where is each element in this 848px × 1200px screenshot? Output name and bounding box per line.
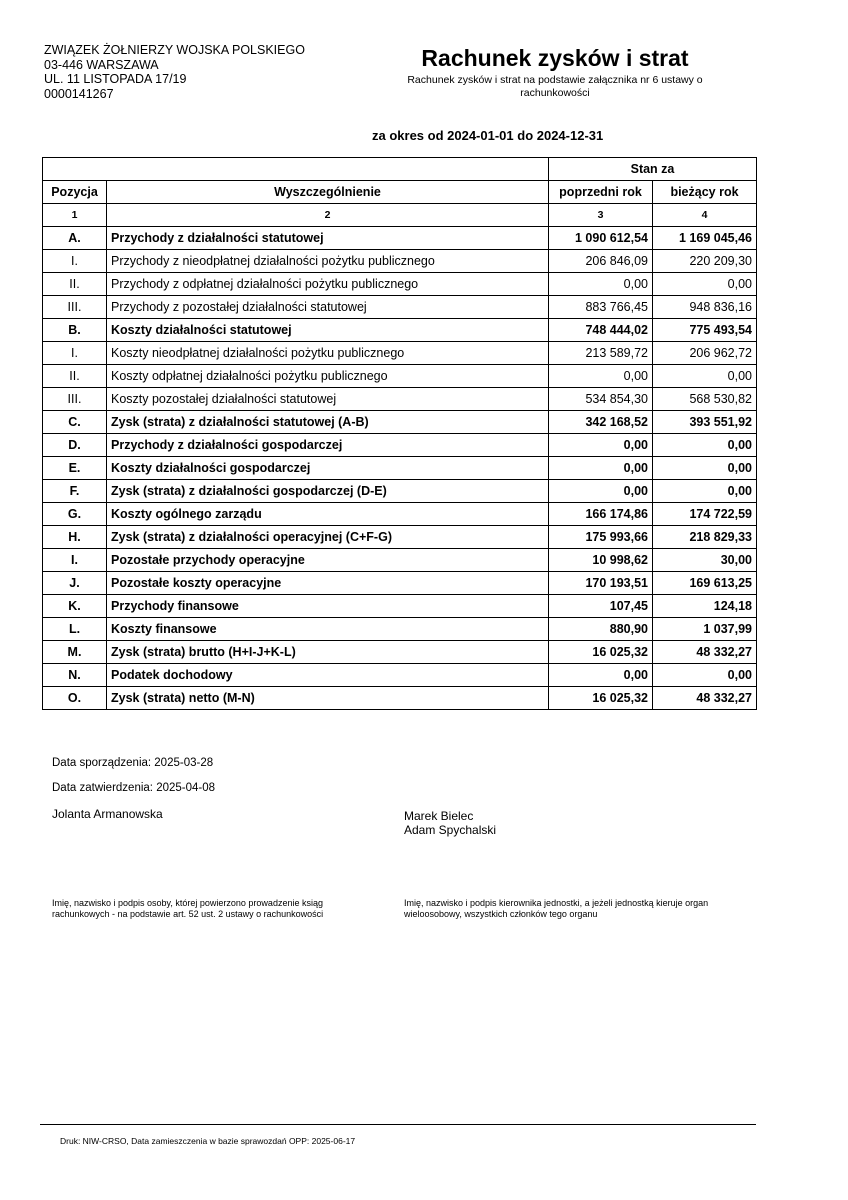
row-previous-year-value: 0,00 xyxy=(549,365,653,388)
row-previous-year-value: 0,00 xyxy=(549,664,653,687)
table-row xyxy=(43,411,757,434)
column-number-3: 3 xyxy=(549,204,653,227)
income-statement-table xyxy=(42,157,757,710)
row-position: II. xyxy=(43,273,107,296)
row-previous-year-value: 213 589,72 xyxy=(549,342,653,365)
table-row xyxy=(43,319,757,342)
row-description: Koszty nieodpłatnej działalności pożytku publicznego xyxy=(107,342,549,365)
row-description: Pozostałe koszty operacyjne xyxy=(107,572,549,595)
row-position: D. xyxy=(43,434,107,457)
table-row xyxy=(43,434,757,457)
table-row xyxy=(43,503,757,526)
row-previous-year-value: 206 846,09 xyxy=(549,250,653,273)
row-current-year-value: 0,00 xyxy=(653,434,757,457)
organization-block xyxy=(44,43,305,101)
table-header-group-row xyxy=(43,158,757,181)
row-current-year-value: 169 613,25 xyxy=(653,572,757,595)
table-row xyxy=(43,641,757,664)
footer-text: Druk: NIW-CRSO, Data zamieszczenia w bazie sprawozdań OPP: 2025-06-17 xyxy=(60,1136,356,1146)
row-description: Zysk (strata) z działalności statutowej (A-B) xyxy=(107,411,549,434)
row-previous-year-value: 175 993,66 xyxy=(549,526,653,549)
table-row xyxy=(43,549,757,572)
row-current-year-value: 775 493,54 xyxy=(653,319,757,342)
header-current-year: bieżący rok xyxy=(653,181,757,204)
board-member: Adam Spychalski xyxy=(404,823,497,837)
organization-city: 03-446 WARSZAWA xyxy=(44,57,159,72)
row-position: III. xyxy=(43,296,107,319)
row-previous-year-value: 170 193,51 xyxy=(549,572,653,595)
row-previous-year-value: 748 444,02 xyxy=(549,319,653,342)
row-current-year-value: 48 332,27 xyxy=(653,641,757,664)
row-current-year-value: 0,00 xyxy=(653,273,757,296)
organization-name: ZWIĄZEK ŻOŁNIERZY WOJSKA POLSKIEGO xyxy=(44,43,305,57)
row-description: Przychody finansowe xyxy=(107,595,549,618)
footer-divider xyxy=(40,1124,756,1125)
row-current-year-value: 174 722,59 xyxy=(653,503,757,526)
table-row xyxy=(43,526,757,549)
row-previous-year-value: 0,00 xyxy=(549,457,653,480)
row-previous-year-value: 0,00 xyxy=(549,434,653,457)
row-previous-year-value: 10 998,62 xyxy=(549,549,653,572)
row-previous-year-value: 0,00 xyxy=(549,273,653,296)
row-current-year-value: 0,00 xyxy=(653,365,757,388)
column-number-4: 4 xyxy=(653,204,757,227)
row-previous-year-value: 880,90 xyxy=(549,618,653,641)
row-position: A. xyxy=(43,227,107,250)
table-row xyxy=(43,273,757,296)
header-stan-za: Stan za xyxy=(549,158,757,181)
table-column-numbers-row xyxy=(43,204,757,227)
row-position: I. xyxy=(43,250,107,273)
row-current-year-value: 48 332,27 xyxy=(653,687,757,710)
row-position: J. xyxy=(43,572,107,595)
row-previous-year-value: 0,00 xyxy=(549,480,653,503)
board-members xyxy=(404,809,496,837)
row-position: O. xyxy=(43,687,107,710)
row-current-year-value: 124,18 xyxy=(653,595,757,618)
table-row xyxy=(43,457,757,480)
dates-block xyxy=(52,756,215,806)
row-description: Przychody z działalności gospodarczej xyxy=(107,434,549,457)
row-position: N. xyxy=(43,664,107,687)
page-subtitle: Rachunek zysków i strat na podstawie załącznika nr 6 ustawy o rachunkowości xyxy=(407,74,703,99)
row-current-year-value: 393 551,92 xyxy=(653,411,757,434)
row-description: Przychody z odpłatnej działalności pożytku publicznego xyxy=(107,273,549,296)
row-description: Koszty finansowe xyxy=(107,618,549,641)
page-title: Rachunek zysków i strat xyxy=(421,45,689,71)
accountant-note: Imię, nazwisko i podpis osoby, której powierzono prowadzenie ksiąg rachunkowych - na podstawie art. 52 ust. 2 ustawy o rachunkowości xyxy=(52,898,324,919)
row-previous-year-value: 16 025,32 xyxy=(549,641,653,664)
row-previous-year-value: 166 174,86 xyxy=(549,503,653,526)
row-description: Pozostałe przychody operacyjne xyxy=(107,549,549,572)
organization-street: UL. 11 LISTOPADA 17/19 xyxy=(44,72,187,86)
table-body xyxy=(43,227,757,710)
row-description: Przychody z nieodpłatnej działalności pożytku publicznego xyxy=(107,250,549,273)
row-position: G. xyxy=(43,503,107,526)
row-description: Koszty odpłatnej działalności pożytku publicznego xyxy=(107,365,549,388)
row-position: E. xyxy=(43,457,107,480)
row-description: Koszty działalności gospodarczej xyxy=(107,457,549,480)
header-previous-year: poprzedni rok xyxy=(549,181,653,204)
table-row xyxy=(43,480,757,503)
row-position: L. xyxy=(43,618,107,641)
row-description: Koszty działalności statutowej xyxy=(107,319,549,342)
date-prepared: Data sporządzenia: 2025-03-28 xyxy=(52,757,214,769)
date-approved: Data zatwierdzenia: 2025-04-08 xyxy=(52,782,216,794)
row-current-year-value: 948 836,16 xyxy=(653,296,757,319)
row-current-year-value: 0,00 xyxy=(653,664,757,687)
table-row xyxy=(43,664,757,687)
row-current-year-value: 1 169 045,46 xyxy=(653,227,757,250)
table-row xyxy=(43,595,757,618)
header-description: Wyszczególnienie xyxy=(107,181,549,204)
row-current-year-value: 568 530,82 xyxy=(653,388,757,411)
board-note: Imię, nazwisko i podpis kierownika jednostki, a jeżeli jednostką kieruje organ wieloosobowy, wszystkich członków tego organu xyxy=(404,898,709,919)
table-row xyxy=(43,227,757,250)
table-row xyxy=(43,296,757,319)
row-position: III. xyxy=(43,388,107,411)
row-description: Przychody z działalności statutowej xyxy=(107,227,549,250)
row-position: K. xyxy=(43,595,107,618)
row-current-year-value: 1 037,99 xyxy=(653,618,757,641)
row-position: B. xyxy=(43,319,107,342)
row-description: Zysk (strata) brutto (H+I-J+K-L) xyxy=(107,641,549,664)
row-current-year-value: 206 962,72 xyxy=(653,342,757,365)
accountant-name: Jolanta Armanowska xyxy=(52,807,163,821)
row-description: Zysk (strata) netto (M-N) xyxy=(107,687,549,710)
report-period: za okres od 2024-01-01 do 2024-12-31 xyxy=(372,128,604,143)
row-previous-year-value: 534 854,30 xyxy=(549,388,653,411)
title-block xyxy=(380,44,730,99)
table-row xyxy=(43,365,757,388)
row-description: Przychody z pozostałej działalności statutowej xyxy=(107,296,549,319)
column-number-1: 1 xyxy=(43,204,107,227)
row-current-year-value: 0,00 xyxy=(653,457,757,480)
row-current-year-value: 0,00 xyxy=(653,480,757,503)
row-position: H. xyxy=(43,526,107,549)
table-row xyxy=(43,572,757,595)
row-previous-year-value: 1 090 612,54 xyxy=(549,227,653,250)
table-row xyxy=(43,388,757,411)
row-previous-year-value: 107,45 xyxy=(549,595,653,618)
row-position: M. xyxy=(43,641,107,664)
row-description: Koszty ogólnego zarządu xyxy=(107,503,549,526)
table-row xyxy=(43,250,757,273)
row-current-year-value: 30,00 xyxy=(653,549,757,572)
row-description: Koszty pozostałej działalności statutowej xyxy=(107,388,549,411)
row-description: Zysk (strata) z działalności gospodarczej (D-E) xyxy=(107,480,549,503)
table-row xyxy=(43,687,757,710)
row-position: F. xyxy=(43,480,107,503)
table-row xyxy=(43,618,757,641)
row-position: I. xyxy=(43,342,107,365)
header-position: Pozycja xyxy=(43,181,107,204)
row-position: I. xyxy=(43,549,107,572)
table-row xyxy=(43,342,757,365)
row-current-year-value: 220 209,30 xyxy=(653,250,757,273)
row-description: Podatek dochodowy xyxy=(107,664,549,687)
organization-krs: 0000141267 xyxy=(44,86,114,101)
table-header-row xyxy=(43,181,757,204)
row-position: C. xyxy=(43,411,107,434)
row-previous-year-value: 16 025,32 xyxy=(549,687,653,710)
row-description: Zysk (strata) z działalności operacyjnej (C+F-G) xyxy=(107,526,549,549)
row-position: II. xyxy=(43,365,107,388)
row-previous-year-value: 342 168,52 xyxy=(549,411,653,434)
header-empty-cell xyxy=(43,158,549,181)
board-member: Marek Bielec xyxy=(404,809,474,823)
column-number-2: 2 xyxy=(107,204,549,227)
row-current-year-value: 218 829,33 xyxy=(653,526,757,549)
row-previous-year-value: 883 766,45 xyxy=(549,296,653,319)
